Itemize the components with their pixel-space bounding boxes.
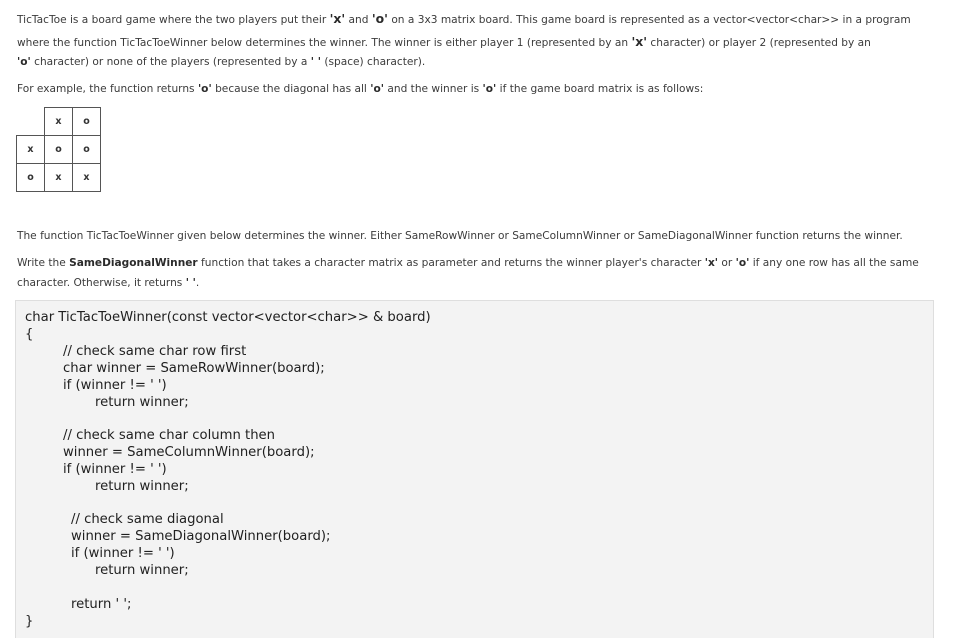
desc-text: . [195, 277, 200, 289]
example-text: if the game board matrix is as follows: [496, 83, 704, 95]
quoted-o: 'o' [735, 257, 750, 269]
code-line: char TicTacToeWinner(const vector<vector<char>> & board) [25, 310, 431, 325]
code-line: return winner; [95, 563, 189, 578]
board-cell: o [73, 136, 101, 164]
code-line: return ' '; [71, 597, 132, 612]
code-line: winner = SameDiagonalWinner(board); [71, 529, 331, 544]
code-line: if (winner != ' ') [71, 546, 175, 561]
board-cell: x [17, 136, 45, 164]
intro-text: character) or none of the players (represented by a [30, 56, 311, 68]
desc-text: or [718, 257, 736, 269]
code-line: if (winner != ' ') [63, 462, 167, 477]
code-line: return winner; [95, 395, 189, 410]
code-line: // check same char row first [63, 344, 247, 359]
board-cell: o [17, 164, 45, 192]
board-cell: x [45, 164, 73, 192]
quoted-x: 'x' [329, 11, 346, 26]
code-line: // check same char column then [63, 428, 276, 443]
example-text: For example, the function returns [17, 83, 198, 95]
board-row [17, 164, 101, 192]
quoted-space: ' ' [310, 56, 321, 68]
intro-text: character) or player 2 (represented by an [647, 37, 871, 49]
quoted-space: ' ' [185, 277, 196, 289]
desc-text: Write the [17, 257, 70, 269]
game-board [16, 107, 101, 192]
example-text: because the diagonal has all [211, 83, 371, 95]
board-cell [17, 108, 45, 136]
desc-line-1 [17, 229, 903, 243]
board-cell: o [73, 108, 101, 136]
quoted-o: 'o' [370, 83, 384, 95]
board-row [17, 108, 101, 136]
quoted-o: 'o' [371, 11, 388, 26]
intro-line-3 [17, 55, 425, 69]
function-name: SameDiagonalWinner [69, 257, 198, 269]
desc-text: function that takes a character matrix as parameter and returns the winner player's character [197, 257, 705, 269]
code-line: return winner; [95, 479, 189, 494]
board-cell: o [45, 136, 73, 164]
quoted-x: 'x' [704, 257, 719, 269]
intro-text: (space) character). [320, 56, 426, 68]
desc-line-2 [17, 256, 919, 270]
desc-text: if any one row has all the same [749, 257, 919, 269]
quoted-o: 'o' [197, 83, 212, 95]
quoted-o: 'o' [482, 83, 497, 95]
intro-line-2 [17, 35, 871, 50]
code-line: if (winner != ' ') [63, 378, 167, 393]
desc-text: character. Otherwise, it returns [17, 277, 186, 289]
desc-line-3 [17, 276, 199, 290]
board-cell: x [45, 108, 73, 136]
intro-text: TicTacToe is a board game where the two players put their [17, 14, 330, 26]
quoted-o: 'o' [17, 56, 31, 68]
desc-text: The function TicTacToeWinner given below determines the winner. Either SameRowWinner or SameColumnWinner or SameDiagonalWinner function returns the winner. [17, 230, 903, 242]
example-text: and the winner is [384, 83, 483, 95]
code-line: { [25, 327, 34, 342]
code-block [15, 300, 934, 638]
example-line [17, 82, 703, 96]
quoted-x: 'x' [631, 34, 648, 49]
intro-text: where the function TicTacToeWinner below determines the winner. The winner is either player 1 (represented by an [17, 37, 632, 49]
intro-text: on a 3x3 matrix board. This game board is represented as a vector<vector<char>> in a program [387, 14, 911, 26]
code-line: // check same diagonal [71, 512, 224, 527]
intro-text: and [345, 14, 372, 26]
intro-line-1 [17, 12, 911, 27]
board-row [17, 136, 101, 164]
code-line: winner = SameColumnWinner(board); [63, 445, 315, 460]
code-line: char winner = SameRowWinner(board); [63, 361, 325, 376]
code-line: } [25, 614, 34, 629]
board-cell: x [73, 164, 101, 192]
